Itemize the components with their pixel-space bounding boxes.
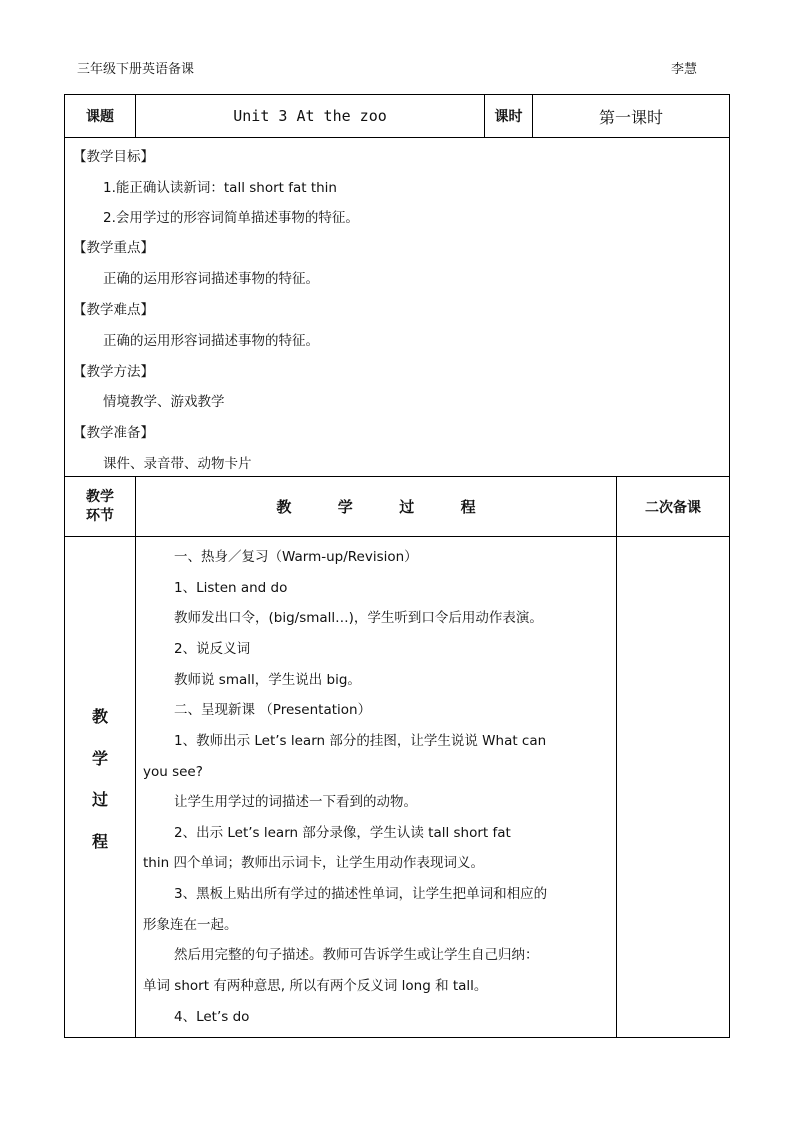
- objective-line: 2.会用学过的形容词简单描述事物的特征。: [103, 210, 359, 226]
- methods-text: 情境教学、游戏教学: [103, 394, 225, 410]
- section-heading-preparation: 【教学准备】: [73, 425, 154, 441]
- process-line: 然后用完整的句子描述。教师可告诉学生或让学生自己归纳：: [174, 947, 539, 963]
- period-label: 课时: [494, 109, 523, 125]
- row-divider: [65, 137, 729, 138]
- col-divider: [135, 476, 136, 1037]
- section-heading-objectives: 【教学目标】: [73, 149, 154, 165]
- second-prep-header: 二次备课: [645, 499, 701, 516]
- stage-char: 学: [91, 749, 108, 768]
- stage-header-line: 环节: [86, 507, 114, 524]
- section-heading-difficulties: 【教学难点】: [73, 302, 154, 318]
- process-header: 教 学 过 程: [276, 498, 476, 516]
- subject-value: Unit 3 At the zoo: [233, 107, 387, 125]
- objective-line: 1.能正确认读新词：tall short fat thin: [103, 180, 337, 196]
- lesson-plan-table: [64, 94, 730, 1038]
- section-heading-key-points: 【教学重点】: [73, 240, 154, 256]
- process-line: 一、热身／复习（Warm-up/Revision）: [174, 549, 418, 565]
- process-line: 1、教师出示 Let’s learn 部分的挂图，让学生说说 What can: [174, 733, 547, 749]
- process-line: 4、Let’s do: [174, 1009, 250, 1025]
- difficulties-text: 正确的运用形容词描述事物的特征。: [103, 333, 319, 349]
- process-line: 2、说反义词: [174, 641, 251, 657]
- key-points-text: 正确的运用形容词描述事物的特征。: [103, 271, 319, 287]
- process-line: 1、Listen and do: [174, 580, 288, 596]
- stage-char: 过: [91, 790, 108, 809]
- stage-char: 程: [91, 832, 108, 851]
- process-line: 2、出示 Let’s learn 部分录像，学生认读 tall short fat: [174, 825, 511, 841]
- stage-header-line: 教学: [86, 488, 114, 505]
- period-value: 第一课时: [598, 107, 663, 127]
- process-line: 让学生用学过的词描述一下看到的动物。: [174, 794, 417, 810]
- process-line: you see?: [143, 764, 203, 780]
- process-line: 教师发出口令，(big/small…)，学生听到口令后用动作表演。: [174, 610, 543, 626]
- header-teacher-name: 李慧: [671, 62, 698, 77]
- process-line: 形象连在一起。: [143, 917, 238, 933]
- process-line: 二、呈现新课 （Presentation）: [174, 702, 372, 718]
- row-divider: [65, 536, 729, 537]
- stage-char: 教: [91, 707, 108, 726]
- process-line: thin 四个单词；教师出示词卡，让学生用动作表现词义。: [143, 855, 484, 871]
- section-heading-methods: 【教学方法】: [73, 364, 154, 380]
- header-course-title: 三年级下册英语备课: [77, 62, 195, 77]
- process-line: 教师说 small，学生说出 big。: [174, 672, 361, 688]
- stage-header: [65, 477, 135, 536]
- subject-label: 课题: [86, 109, 114, 125]
- process-line: 单词 short 有两种意思, 所以有两个反义词 long 和 tall。: [143, 978, 488, 994]
- col-divider: [616, 476, 617, 1037]
- preparation-text: 课件、录音带、动物卡片: [103, 456, 252, 472]
- process-line: 3、黑板上贴出所有学过的描述性单词，让学生把单词和相应的: [174, 886, 548, 902]
